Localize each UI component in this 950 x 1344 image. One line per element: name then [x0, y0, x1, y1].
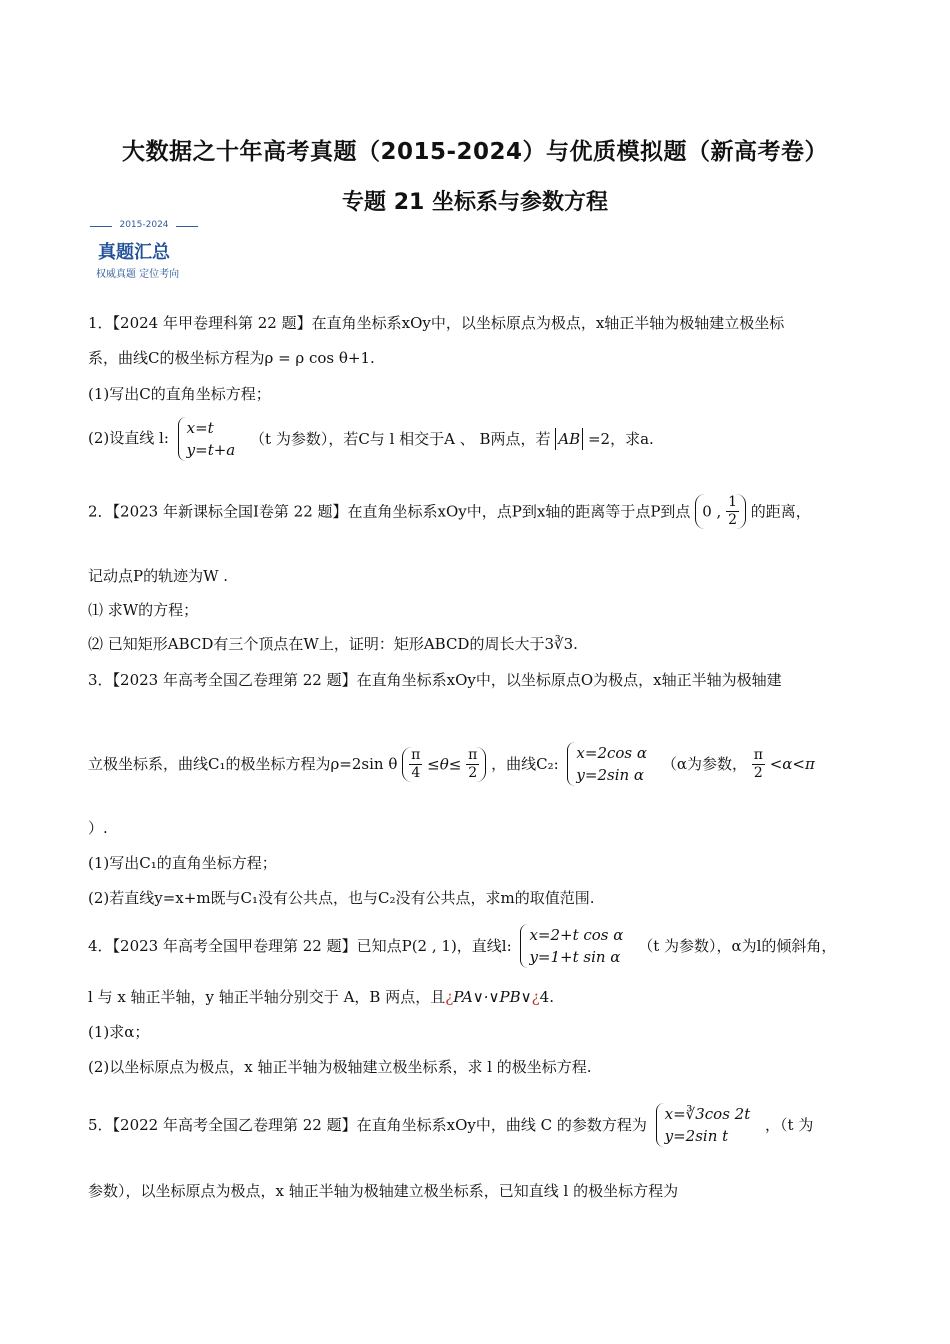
- q3-line5: (2)若直线y=x+m既与C₁没有公共点，也与C₂没有公共点，求m的取值范围.: [88, 889, 595, 907]
- badge-subtitle: 权威真题 定位考向: [96, 269, 180, 280]
- badge-years: 2015-2024: [88, 220, 200, 230]
- q3-line4: (1)写出C₁的直角坐标方程；: [88, 854, 277, 872]
- badge-title: 真题汇总: [98, 242, 170, 263]
- q3-frac2-den: 2: [468, 764, 478, 781]
- q4-line2-end: 4.: [539, 988, 554, 1006]
- q4-line1-text: 4．【2023 年高考全国甲卷理第 22 题】已知点P(2 , 1)，直线l:: [88, 937, 512, 955]
- q3-frac1-num: π: [411, 746, 421, 763]
- q5-line1-end: ，（t 为: [765, 1116, 814, 1134]
- q3-curve2-label: ，曲线C₂:: [491, 755, 559, 773]
- q4-line2: [88, 986, 554, 1008]
- q5-equation-system: [656, 1103, 757, 1147]
- q1-part2-end: =2，求a.: [587, 430, 654, 448]
- q4-line2-text: l 与 x 轴正半轴，y 轴正半轴分别交于 A，B 两点，且: [88, 988, 446, 1006]
- q2-point-fraction: [726, 494, 739, 529]
- q1-equation-system: [178, 417, 242, 461]
- q3-equation-system: [567, 742, 653, 786]
- q5-sys-row1: x=∛3cos 2t: [664, 1105, 751, 1123]
- q3-param-text: （α为参数，: [661, 755, 747, 773]
- q3-frac-pi2-b: [752, 747, 765, 782]
- q3-sys-row2: y=2sin α: [576, 766, 645, 784]
- q2-line4: ⑵ 已知矩形ABCD有三个顶点在W上，证明：矩形ABCD的周长大于3∛3.: [88, 635, 578, 653]
- q4-line1: [88, 924, 836, 968]
- q2-line3: ⑴ 求W的方程；: [88, 601, 199, 619]
- q3-sys-row1: x=2cos α: [576, 744, 648, 762]
- q3-frac3-den: 2: [753, 764, 763, 781]
- q2-line1: [88, 494, 811, 529]
- q2-line1-end: 的距离，: [750, 502, 811, 521]
- q4-line2-expr: PA∨·∨PB∨: [453, 988, 532, 1006]
- q1-part2-label: (2)设直线 l:: [88, 429, 169, 447]
- q3-frac-pi4: [409, 747, 422, 782]
- q1-sys-row1: x=t: [186, 419, 214, 437]
- document-subtitle: 专题 21 坐标系与参数方程: [342, 190, 608, 215]
- q5-line1-text: 5．【2022 年高考全国乙卷理第 22 题】在直角坐标系xOy中，曲线 C 的参数方程为: [88, 1116, 647, 1134]
- q3-alpha-range: <α<π: [769, 755, 815, 773]
- q4-line3: (1)求α；: [88, 1023, 150, 1041]
- q5-sys-row2: y=2sin t: [664, 1127, 729, 1145]
- q3-frac1-den: 4: [411, 764, 421, 781]
- q1-sys-row2: y=t+a: [186, 441, 236, 459]
- q1-line2: 系，曲线C的极坐标方程为ρ = ρ cos θ+1.: [88, 349, 375, 367]
- q4-line4: (2)以坐标原点为极点，x 轴正半轴为极轴建立极坐标系，求 l 的极坐标方程.: [88, 1058, 592, 1076]
- q1-line1: 1．【2024 年甲卷理科第 22 题】在直角坐标系xOy中，以坐标原点为极点，x轴正半轴为极轴建立极坐标: [88, 314, 785, 332]
- q3-line2: [88, 742, 815, 786]
- section-badge: [88, 220, 200, 282]
- q2-point-x: 0 ,: [702, 502, 722, 521]
- document-title: 大数据之十年高考真题（2015-2024）与优质模拟题（新高考卷）: [121, 139, 829, 165]
- q5-line1: [88, 1103, 813, 1147]
- q3-range-mid: ≤θ≤: [427, 755, 462, 773]
- q3-line1: 3．【2023 年高考全国乙卷理第 22 题】在直角坐标系xOy中，以坐标原点O为极点，x轴正半轴为极轴建: [88, 671, 782, 689]
- q3-theta-range: [402, 747, 486, 782]
- q3-frac-pi2: [466, 747, 479, 782]
- q5-line2: 参数），以坐标原点为极点，x 轴正半轴为极轴建立极坐标系，已知直线 l 的极坐标方程为: [88, 1182, 679, 1200]
- q2-frac-den: 2: [728, 512, 737, 528]
- q1-part2-text: （t 为参数），若C与 l 相交于A 、 B两点，若: [250, 430, 551, 448]
- q2-point: [695, 494, 746, 529]
- q4-sys-row2: y=1+t sin α: [529, 948, 621, 966]
- q1-line3: (1)写出C的直角坐标方程；: [88, 385, 271, 403]
- q1-line4: [88, 417, 654, 461]
- q4-glyph-2: ¿: [531, 988, 540, 1006]
- q3-frac2-num: π: [468, 746, 478, 763]
- q4-line1-end: （t 为参数），α为l的倾斜角，: [638, 937, 837, 955]
- q4-equation-system: [520, 924, 629, 968]
- q4-glyph-1: ¿: [445, 988, 454, 1006]
- q2-line2: 记动点P的轨迹为W .: [88, 567, 229, 585]
- q3-line3: ）.: [88, 819, 108, 837]
- q4-sys-row1: x=2+t cos α: [529, 926, 624, 944]
- q2-frac-num: 1: [728, 494, 737, 510]
- q3-line2-text: 立极坐标系，曲线C₁的极坐标方程为ρ=2sin θ: [88, 755, 398, 773]
- q1-abs-ab: AB: [555, 428, 583, 450]
- q3-frac3-num: π: [753, 746, 763, 763]
- q2-line1-text: 2．【2023 年新课标全国Ⅰ卷第 22 题】在直角坐标系xOy中，点P到x轴的距离等于点P到点: [88, 502, 691, 521]
